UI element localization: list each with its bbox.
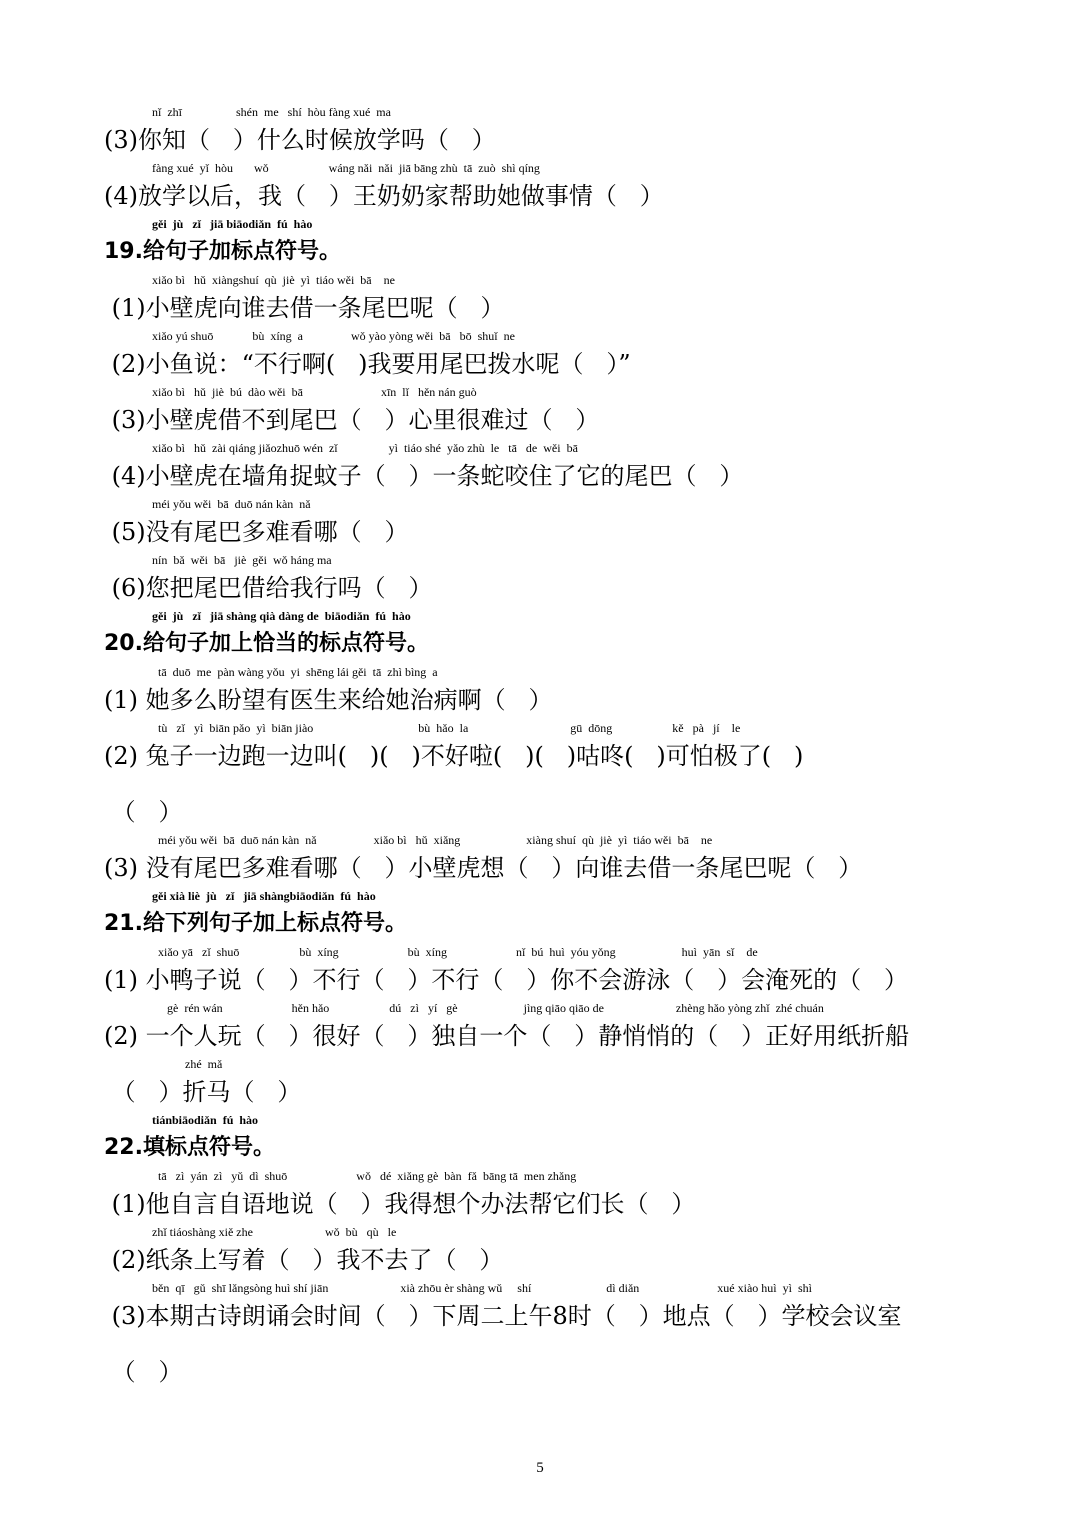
pinyin-annotation: gěi xià liè jù zǐ jiā shàngbiāodiǎn fú hào bbox=[104, 889, 376, 903]
pinyin-annotation: fàng xué yǐ hòu wǒ wáng nǎi nǎi jiā bāng zhù tā zuò shì qíng bbox=[104, 161, 540, 175]
section-heading bbox=[0, 214, 1080, 274]
question-line bbox=[0, 1054, 1080, 1114]
pinyin-annotation: gěi jù zǐ jiā shàng qià dàng de biāodiǎn fú hào bbox=[104, 609, 411, 623]
sentence-text: (2) 一个人玩（ ）很好（ ）独自一个（ ）静悄悄的（ ）正好用纸折船 bbox=[104, 1022, 910, 1050]
pinyin-annotation: xiǎo yú shuō bù xíng a wǒ yào yòng wěi bā bō shuǐ ne bbox=[104, 329, 515, 343]
question-line bbox=[0, 662, 1080, 722]
question-line bbox=[0, 158, 1080, 218]
section-heading bbox=[0, 1110, 1080, 1170]
question-line bbox=[0, 718, 1080, 778]
pinyin-annotation: zhǐ tiáoshàng xiě zhe wǒ bù qù le bbox=[104, 1225, 397, 1239]
sentence-text: (4)小壁虎在墙角捉蚊子（ ）一条蛇咬住了它的尾巴（ ） bbox=[104, 462, 744, 490]
question-line bbox=[0, 1278, 1080, 1338]
sentence-text: (2) 兔子一边跑一边叫( )( )不好啦( )( )咕咚( )可怕极了( ) bbox=[104, 742, 804, 770]
pinyin-annotation: xiǎo bì hǔ xiàngshuí qù jiè yì tiáo wěi bā ne bbox=[104, 273, 395, 287]
section-heading bbox=[0, 886, 1080, 946]
pinyin-annotation: tā zì yán zì yǔ dì shuō wǒ dé xiǎng gè bàn fǎ bāng tā men zhǎng bbox=[104, 1169, 577, 1183]
heading-text: 20.给句子加上恰当的标点符号。 bbox=[104, 631, 429, 656]
question-line bbox=[0, 830, 1080, 890]
sentence-text: (1) 她多么盼望有医生来给她治病啊（ ） bbox=[104, 686, 553, 714]
question-line bbox=[0, 942, 1080, 1002]
question-line bbox=[0, 1334, 1080, 1394]
page-number: 5 bbox=[536, 1460, 544, 1476]
question-line bbox=[0, 382, 1080, 442]
pinyin-annotation: nín bǎ wěi bā jiè gěi wǒ háng ma bbox=[104, 553, 332, 567]
heading-text: 19.给句子加标点符号。 bbox=[104, 239, 341, 264]
sentence-text: (3)小壁虎借不到尾巴（ ）心里很难过（ ） bbox=[104, 406, 600, 434]
sentence-text: (5)没有尾巴多难看哪（ ） bbox=[104, 518, 409, 546]
question-line bbox=[0, 550, 1080, 610]
pinyin-annotation: tù zǐ yì biān pǎo yì biān jiào bù hǎo la gū dōng kě pà jí le bbox=[104, 721, 741, 735]
pinyin-annotation: gè rén wán hěn hǎo dú zì yí gè jìng qiāo qiāo de zhèng hǎo yòng zhǐ zhé chuán bbox=[104, 1001, 824, 1015]
question-line bbox=[0, 1166, 1080, 1226]
sentence-text: (1)他自言自语地说（ ）我得想个办法帮它们长（ ） bbox=[104, 1190, 696, 1218]
pinyin-annotation: gěi jù zǐ jiā biāodiǎn fú hào bbox=[104, 217, 313, 231]
heading-text: 22.填标点符号。 bbox=[104, 1135, 275, 1160]
pinyin-annotation: méi yǒu wěi bā duō nán kàn nǎ bbox=[104, 497, 311, 511]
sentence-text: (1) 小鸭子说（ ）不行（ ）不行（ ）你不会游泳（ ）会淹死的（ ） bbox=[104, 966, 909, 994]
pinyin-annotation bbox=[104, 774, 1080, 794]
pinyin-annotation: méi yǒu wěi bā duō nán kàn nǎ xiǎo bì hǔ xiǎng xiàng shuí qù jiè yì tiáo wěi bā ne bbox=[104, 833, 713, 847]
sentence-text: (4)放学以后，我（ ）王奶奶家帮助她做事情（ ） bbox=[104, 182, 664, 210]
question-line bbox=[0, 326, 1080, 386]
question-line bbox=[0, 102, 1080, 162]
sentence-text: (3) 没有尾巴多难看哪（ ）小壁虎想（ ）向谁去借一条尾巴呢（ ） bbox=[104, 854, 863, 882]
section-heading bbox=[0, 606, 1080, 666]
question-line bbox=[0, 774, 1080, 834]
question-line bbox=[0, 1222, 1080, 1282]
question-line bbox=[0, 270, 1080, 330]
sentence-text: (6)您把尾巴借给我行吗（ ） bbox=[104, 574, 433, 602]
sentence-text: （ ） bbox=[104, 1358, 183, 1386]
pinyin-annotation: xiǎo yā zǐ shuō bù xíng bù xíng nǐ bú huì yóu yǒng huì yān sǐ de bbox=[104, 945, 758, 959]
pinyin-annotation: běn qī gǔ shī lǎngsòng huì shí jiān xià zhōu èr shàng wǔ shí dì diǎn xué xiào huì yì shì bbox=[104, 1281, 812, 1295]
question-line bbox=[0, 494, 1080, 554]
sentence-text: (2)纸条上写着（ ）我不去了（ ） bbox=[104, 1246, 504, 1274]
pinyin-annotation: zhé mǎ bbox=[104, 1057, 223, 1071]
pinyin-annotation: nǐ zhī shén me shí hòu fàng xué ma bbox=[104, 105, 391, 119]
pinyin-annotation: xiǎo bì hǔ jiè bú dào wěi bā xīn lǐ hěn nán guò bbox=[104, 385, 477, 399]
pinyin-annotation: tā duō me pàn wàng yǒu yi shēng lái gěi tā zhì bìng a bbox=[104, 665, 438, 679]
question-line bbox=[0, 438, 1080, 498]
sentence-text: (2)小鱼说：“不行啊( )我要用尾巴拨水呢（ ）” bbox=[104, 350, 631, 378]
sentence-text: (1)小壁虎向谁去借一条尾巴呢（ ） bbox=[104, 294, 505, 322]
pinyin-annotation bbox=[104, 1334, 1080, 1354]
heading-text: 21.给下列句子加上标点符号。 bbox=[104, 911, 407, 936]
sentence-text: （ ）折马（ ） bbox=[104, 1078, 302, 1106]
pinyin-annotation: tiánbiāodiǎn fú hào bbox=[104, 1113, 259, 1127]
pinyin-annotation: xiǎo bì hǔ zài qiáng jiǎozhuō wén zǐ yì tiáo shé yǎo zhù le tā de wěi bā bbox=[104, 441, 578, 455]
sentence-text: （ ） bbox=[104, 798, 183, 826]
sentence-text: (3)你知（ ）什么时候放学吗（ ） bbox=[104, 126, 496, 154]
question-line bbox=[0, 998, 1080, 1058]
sentence-text: (3)本期古诗朗诵会时间（ ）下周二上午8时（ ）地点（ ）学校会议室 bbox=[104, 1302, 902, 1330]
